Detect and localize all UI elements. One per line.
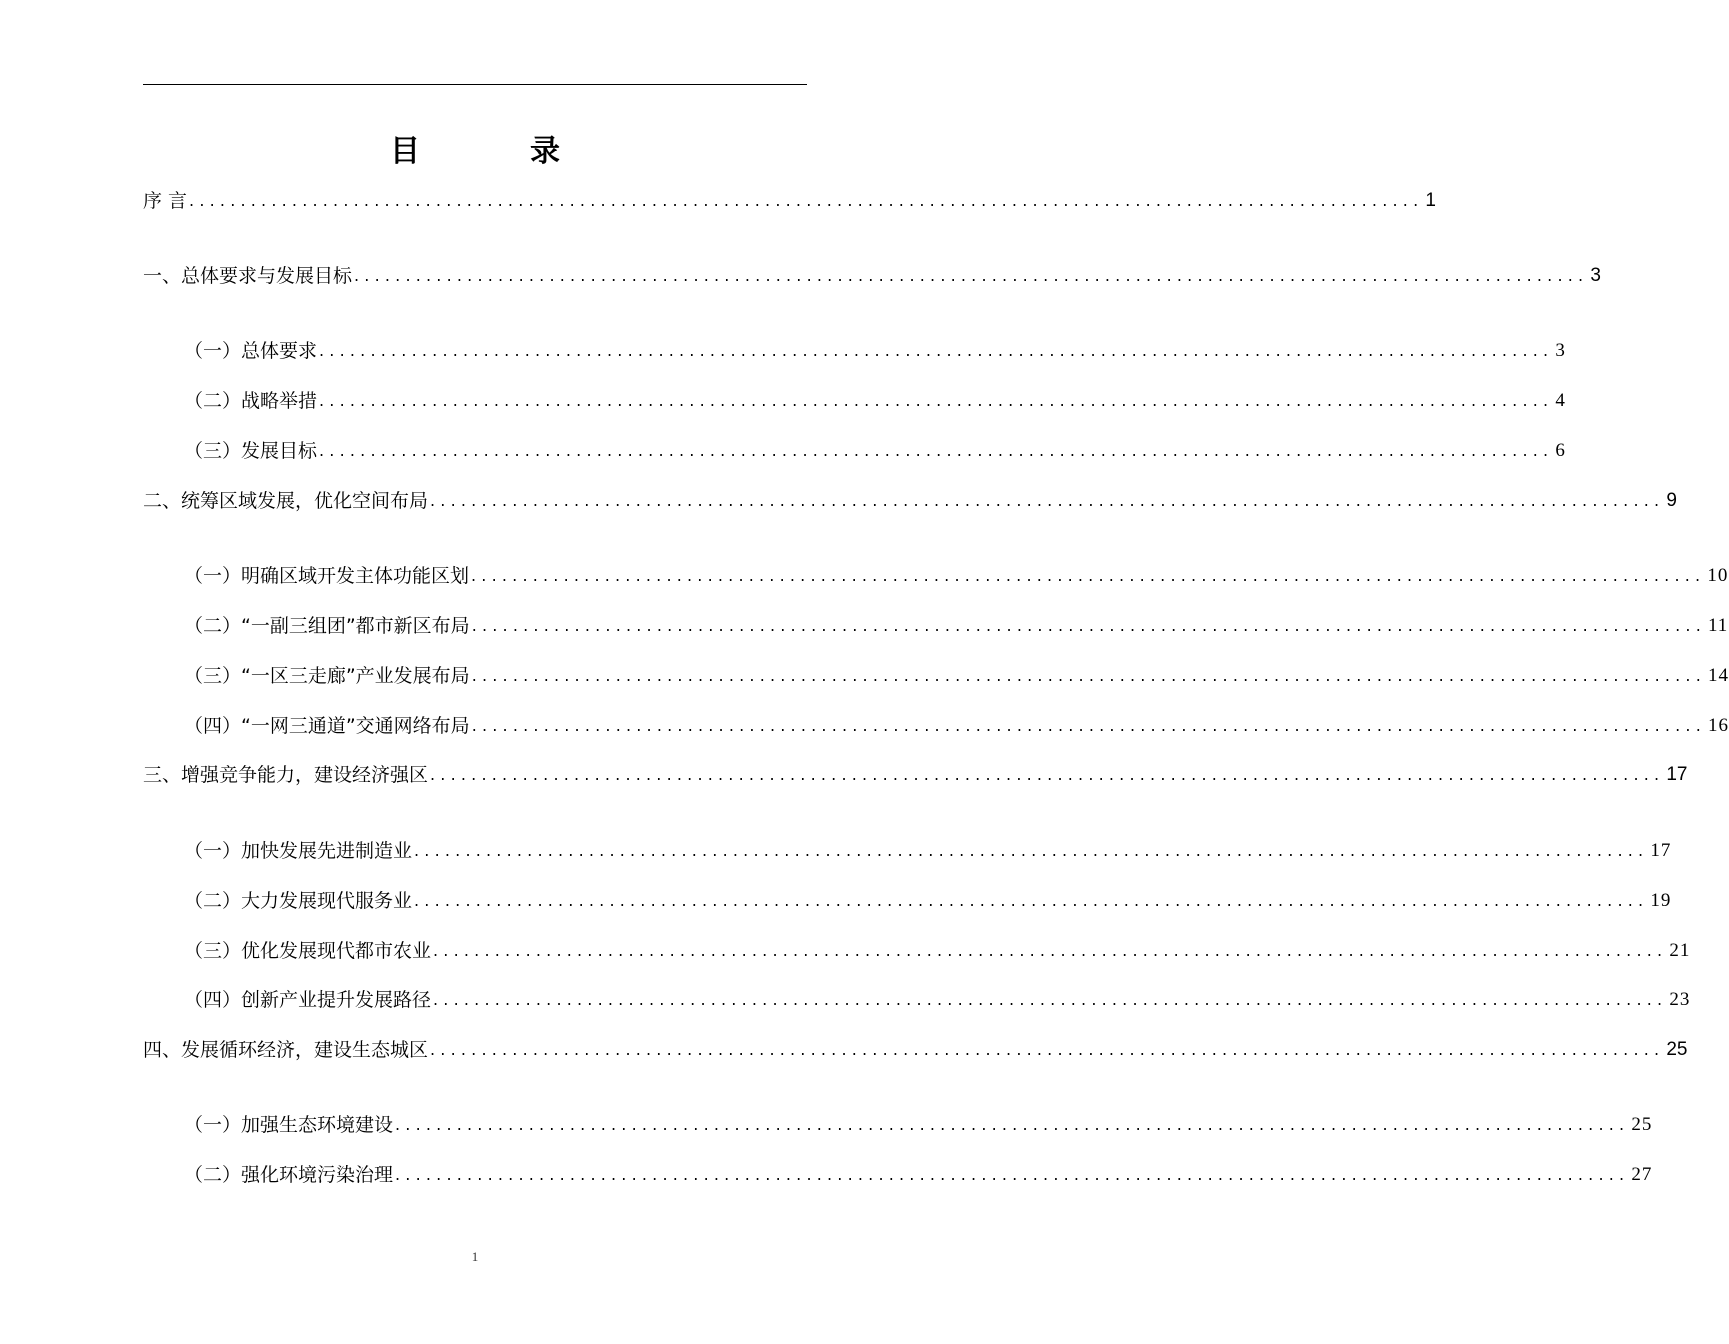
toc-entry-text: （三）发展目标 (184, 440, 318, 462)
dot-leader: ........................................................................................................................ (430, 765, 1665, 784)
dot-leader: ........................................................................................................................ (395, 1115, 1630, 1134)
dot-leader: ........................................................................................................................ (414, 891, 1649, 910)
toc-page-number: 14 (1708, 665, 1729, 686)
dot-leader: ........................................................................................................................ (395, 1165, 1630, 1184)
toc-page-number: 25 (1631, 1114, 1653, 1135)
dot-leader: ........................................................................................................................ (189, 191, 1424, 210)
toc-entry[interactable] (143, 762, 1688, 788)
toc-entry-text: （三）优化发展现代都市农业 (184, 940, 432, 962)
dot-leader: ........................................................................................................................ (433, 990, 1668, 1009)
dot-leader: ........................................................................................................................ (471, 616, 1706, 635)
dot-leader: ........................................................................................................................ (471, 566, 1706, 585)
dot-leader: ........................................................................................................................ (319, 441, 1554, 460)
dot-leader: ........................................................................................................................ (430, 1040, 1665, 1059)
toc-page-number: 27 (1631, 1164, 1653, 1185)
toc-entry[interactable] (184, 388, 1566, 414)
toc-entry-text: （二）“一副三组团”都市新区布局 (184, 615, 470, 637)
toc-entry-text: 序 言 (143, 190, 188, 212)
toc-page-number: 6 (1555, 440, 1566, 461)
toc-entry[interactable] (143, 188, 1436, 214)
dot-leader: ........................................................................................................................ (319, 391, 1554, 410)
toc-entry-text: （二）强化环境污染治理 (184, 1164, 394, 1186)
toc-entry[interactable] (184, 438, 1566, 464)
toc-entry[interactable] (184, 888, 1672, 914)
dot-leader: ........................................................................................................................ (433, 941, 1668, 960)
toc-page-number: 1 (1425, 190, 1436, 211)
toc-page-number: 10 (1707, 565, 1729, 586)
toc-entry[interactable] (184, 613, 1729, 639)
toc-page-number: 21 (1669, 940, 1691, 961)
dot-leader: ........................................................................................................................ (414, 841, 1649, 860)
page-number-footer: 1 (471, 1249, 479, 1264)
toc-page-number: 4 (1555, 390, 1566, 411)
toc-page-number: 3 (1555, 340, 1566, 361)
toc-entry-text: 四、发展循环经济，建设生态城区 (143, 1039, 429, 1061)
toc-entry[interactable] (184, 1112, 1653, 1138)
toc-entry[interactable] (184, 838, 1672, 864)
toc-entry[interactable] (143, 488, 1677, 514)
toc-entry-text: （一）总体要求 (184, 340, 318, 362)
header-rule (143, 84, 807, 85)
dot-leader: ........................................................................................................................ (430, 491, 1665, 510)
toc-entry-text: 二、统筹区域发展，优化空间布局 (143, 490, 429, 512)
toc-entry-text: （一）加强生态环境建设 (184, 1114, 394, 1136)
toc-page-number: 25 (1666, 1039, 1688, 1060)
toc-page-number: 11 (1708, 615, 1729, 636)
toc-title: 目 录 (390, 134, 600, 169)
dot-leader: ........................................................................................................................ (354, 266, 1589, 285)
toc-entry[interactable] (184, 713, 1729, 739)
toc-page-number: 23 (1669, 989, 1691, 1010)
toc-page-number: 3 (1590, 265, 1601, 286)
dot-leader: ........................................................................................................................ (319, 341, 1554, 360)
toc-entry[interactable] (143, 1037, 1688, 1063)
toc-page-number: 9 (1666, 490, 1677, 511)
toc-entry-text: （四）创新产业提升发展路径 (184, 989, 432, 1011)
toc-entry-text: 一、总体要求与发展目标 (143, 265, 353, 287)
toc-entry[interactable] (184, 987, 1691, 1013)
toc-entry[interactable] (184, 338, 1566, 364)
toc-entry-text: （一）明确区域开发主体功能区划 (184, 565, 470, 587)
toc-entry-text: （三）“一区三走廊”产业发展布局 (184, 665, 470, 687)
dot-leader: ........................................................................................................................ (471, 666, 1706, 685)
toc-entry-text: （二）战略举措 (184, 390, 318, 412)
toc-page-number: 16 (1708, 715, 1729, 736)
toc-entry[interactable] (184, 563, 1729, 589)
toc-page-number: 17 (1650, 840, 1672, 861)
toc-entry[interactable] (184, 938, 1691, 964)
toc-page-number: 19 (1650, 890, 1672, 911)
toc-entry-text: （二）大力发展现代服务业 (184, 890, 413, 912)
toc-page-number: 17 (1666, 764, 1688, 785)
toc-entry-text: （四）“一网三通道”交通网络布局 (184, 715, 470, 737)
toc-entry[interactable] (143, 263, 1601, 289)
toc-entry-text: （一）加快发展先进制造业 (184, 840, 413, 862)
dot-leader: ........................................................................................................................ (471, 716, 1706, 735)
toc-entry-text: 三、增强竞争能力，建设经济强区 (143, 764, 429, 786)
toc-entry[interactable] (184, 1162, 1653, 1188)
toc-entry[interactable] (184, 663, 1729, 689)
